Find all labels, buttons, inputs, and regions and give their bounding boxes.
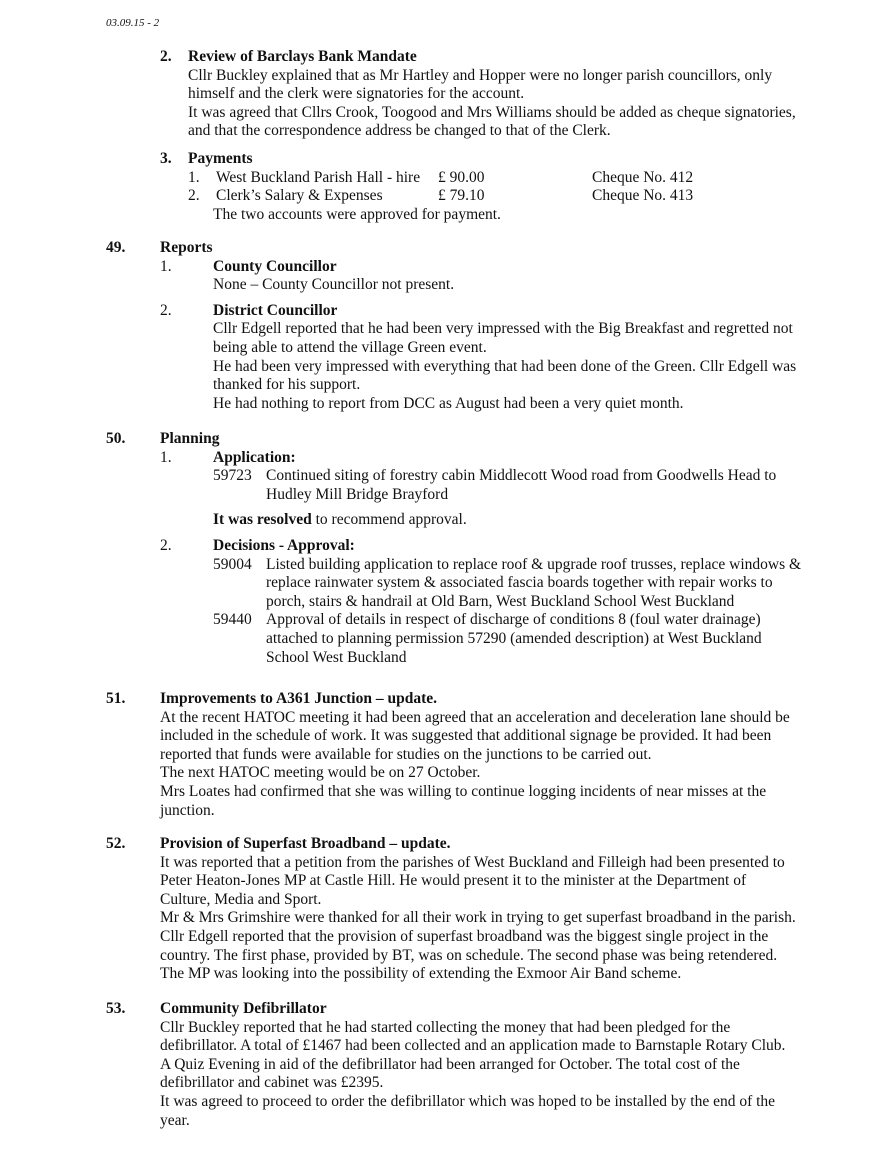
item-number: 2.	[160, 48, 172, 65]
section-number: 49.	[106, 239, 126, 256]
subsection-title: County Councillor	[213, 257, 337, 275]
payment-number: 2.	[188, 187, 200, 205]
paragraph-line: being able to attend the village Green event.	[213, 338, 487, 356]
section-50-planning	[106, 430, 846, 667]
payment-description: Clerk’s Salary & Expenses	[216, 187, 383, 205]
resolution-line	[213, 511, 846, 530]
decision-code: 59004	[213, 555, 252, 573]
paragraph-line: The next HATOC meeting would be on 27 October.	[160, 764, 481, 782]
page-reference: 03.09.15 - 2	[106, 17, 160, 29]
paragraph-line: None – County Councillor not present.	[213, 276, 455, 294]
item-number: 3.	[160, 150, 172, 167]
paragraph-line: Cllr Edgell reported that the provision of superfast broadband was the biggest single project in the	[160, 927, 769, 945]
payment-amount: £ 90.00	[438, 168, 485, 186]
payment-number: 1.	[188, 168, 200, 186]
paragraph-line: included in the schedule of work. It was suggested that additional signage be provided. It had been	[160, 727, 772, 745]
decision-code: 59440	[213, 611, 252, 629]
payment-cheque: Cheque No. 413	[592, 187, 694, 205]
section-number: 53.	[106, 1000, 126, 1017]
resolution-text: to recommend approval.	[311, 511, 467, 529]
decision-line: attached to planning permission 57290 (amended description) at West Buckland	[266, 629, 762, 647]
item-2-bank-mandate	[106, 48, 846, 141]
paragraph-line: Culture, Media and Sport.	[160, 890, 322, 908]
paragraph-line: defibrillator. A total of £1467 had been collected and an application made to Barnstaple Rotary Club.	[160, 1037, 786, 1055]
application-line: Continued siting of forestry cabin Middlecott Wood road from Goodwells Head to	[266, 467, 777, 485]
decision-entry	[213, 611, 846, 667]
section-title: Improvements to A361 Junction – update.	[160, 690, 438, 707]
payment-cheque: Cheque No. 412	[592, 168, 694, 186]
paragraph-line: It was agreed to proceed to order the defibrillator which was hoped to be installed by the end of the	[160, 1092, 776, 1110]
application-line: Hudley Mill Bridge Brayford	[266, 485, 449, 503]
paragraph-line: Cllr Buckley reported that he had started collecting the money that had been pledged for the	[160, 1018, 731, 1036]
subsection-title: Decisions - Approval:	[213, 536, 355, 554]
decision-entry	[213, 556, 846, 612]
payment-row	[188, 169, 846, 188]
section-title: Planning	[160, 430, 220, 447]
section-52-broadband	[106, 835, 846, 984]
paragraph-line: It was agreed that Cllrs Crook, Toogood and Mrs Williams should be added as cheque signatories,	[188, 103, 796, 121]
application-entry	[213, 467, 846, 504]
item-title: Review of Barclays Bank Mandate	[188, 48, 417, 65]
paragraph-line: Cllr Edgell reported that he had been very impressed with the Big Breakfast and regretted not	[213, 320, 793, 338]
paragraph-line: At the recent HATOC meeting it had been agreed that an acceleration and deceleration lane should be	[160, 708, 790, 726]
decision-line: School West Buckland	[266, 648, 407, 666]
paragraph-line: thanked for his support.	[213, 376, 361, 394]
paragraph-line: reported that funds were available for studies on the junctions to be carried out.	[160, 745, 652, 763]
payment-description: West Buckland Parish Hall - hire	[216, 168, 421, 186]
paragraph-line: Mrs Loates had confirmed that she was willing to continue logging incidents of near misses at the	[160, 782, 767, 800]
section-51-a361-junction	[106, 690, 846, 820]
decision-line: replace rainwater system & associated fascia boards together with repair works to	[266, 574, 773, 592]
paragraph-line: and that the correspondence address be changed to that of the Clerk.	[188, 122, 611, 140]
resolution-label: It was resolved	[213, 511, 312, 529]
paragraph-line: A Quiz Evening in aid of the defibrillator had been arranged for October. The total cost of the	[160, 1055, 740, 1073]
payment-amount: £ 79.10	[438, 187, 485, 205]
section-number: 51.	[106, 690, 126, 707]
paragraph-line: He had been very impressed with everything that had been done of the Green. Cllr Edgell was	[213, 357, 797, 375]
section-number: 50.	[106, 430, 126, 447]
section-title: Provision of Superfast Broadband – update.	[160, 835, 451, 852]
decision-line: Listed building application to replace roof & upgrade roof trusses, replace windows &	[266, 555, 802, 573]
paragraph-line: himself and the clerk were signatories for the account.	[188, 85, 525, 103]
subsection-title: District Councillor	[213, 301, 338, 319]
section-number: 52.	[106, 835, 126, 852]
section-title: Reports	[160, 239, 213, 256]
item-3-payments	[106, 150, 846, 224]
paragraph-line: It was reported that a petition from the parishes of West Buckland and Filleigh had been presented to	[160, 853, 785, 871]
paragraph-line: country. The first phase, provided by BT, was on schedule. The second phase was being retendered.	[160, 946, 778, 964]
paragraph-line: He had nothing to report from DCC as August had been a very quiet month.	[213, 394, 684, 412]
section-title: Community Defibrillator	[160, 1000, 327, 1017]
section-53-defibrillator	[106, 1000, 846, 1130]
subsection-number: 2.	[160, 301, 172, 319]
paragraph-line: defibrillator and cabinet was £2395.	[160, 1074, 384, 1092]
subsection-number: 1.	[160, 257, 172, 275]
paragraph-line: Mr & Mrs Grimshire were thanked for all their work in trying to get superfast broadband in the parish.	[160, 909, 796, 927]
subsection-number: 1.	[160, 448, 172, 466]
application-code: 59723	[213, 467, 252, 485]
paragraph-line: Peter Heaton-Jones MP at Castle Hill. He would present it to the minister at the Department of	[160, 872, 747, 890]
payment-row	[188, 187, 846, 206]
paragraph-line: year.	[160, 1111, 190, 1129]
paragraph-line: junction.	[160, 801, 215, 819]
decision-line: Approval of details in respect of discharge of conditions 8 (foul water drainage)	[266, 611, 761, 629]
subsection-title: Application:	[213, 448, 296, 466]
subsection-number: 2.	[160, 536, 172, 554]
section-49-reports	[106, 239, 846, 413]
payment-note: The two accounts were approved for payment.	[213, 205, 501, 223]
paragraph-line: Cllr Buckley explained that as Mr Hartley and Hopper were no longer parish councillors, only	[188, 66, 773, 84]
decision-line: porch, stairs & handrail at Old Barn, West Buckland School West Buckland	[266, 592, 735, 610]
item-title: Payments	[188, 150, 253, 167]
paragraph-line: The MP was looking into the possibility of extending the Exmoor Air Band scheme.	[160, 965, 682, 983]
